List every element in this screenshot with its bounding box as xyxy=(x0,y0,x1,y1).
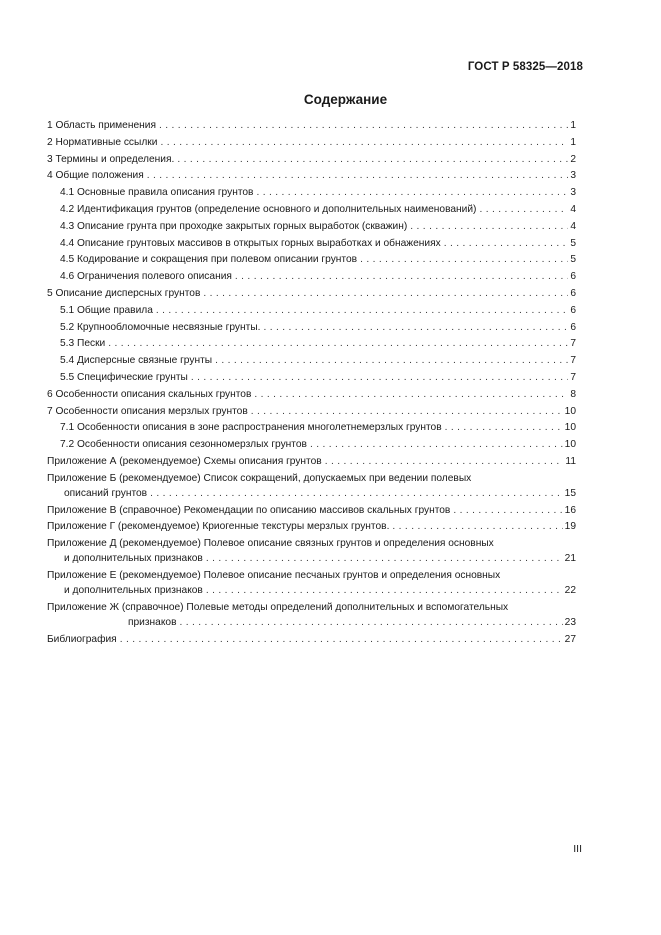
toc-entry-page: 7 xyxy=(570,355,576,367)
toc-entry[interactable] xyxy=(47,600,576,615)
toc-entry[interactable] xyxy=(47,420,576,437)
toc-entry-title: 4 Общие положения xyxy=(47,170,144,182)
toc-leader-dots xyxy=(177,152,568,169)
toc-leader-dots xyxy=(445,420,563,437)
toc-entry[interactable] xyxy=(47,519,576,536)
toc-entry-page: 10 xyxy=(564,439,576,451)
toc-entry-page: 3 xyxy=(570,170,576,182)
toc-leader-dots xyxy=(191,370,569,387)
toc-entry-page: 1 xyxy=(570,136,576,148)
toc-entry-title: 6 Особенности описания скальных грунтов xyxy=(47,388,252,400)
toc-entry-page: 6 xyxy=(570,271,576,283)
toc-entry[interactable] xyxy=(47,269,576,286)
toc-entry[interactable] xyxy=(47,471,576,486)
toc-entry[interactable] xyxy=(47,202,576,219)
toc-leader-dots xyxy=(235,269,568,286)
toc-entry[interactable] xyxy=(47,437,576,454)
toc-entry-title: 2 Нормативные ссылки xyxy=(47,136,158,148)
page-number: III xyxy=(573,843,582,855)
toc-entry-page: 22 xyxy=(564,584,576,596)
toc-leader-dots xyxy=(410,219,568,236)
toc-entry-title: 5.1 Общие правила xyxy=(60,304,153,316)
toc-entry-title: 7 Особенности описания мерзлых грунтов xyxy=(47,405,248,417)
toc-entry[interactable] xyxy=(47,536,576,551)
toc-entry[interactable] xyxy=(47,404,576,421)
toc-entry-title: 7.2 Особенности описания сезонномерзлых грунтов xyxy=(60,439,307,451)
toc-entry[interactable] xyxy=(47,252,576,269)
toc-entry-page: 6 xyxy=(570,304,576,316)
toc-entry-page: 6 xyxy=(570,287,576,299)
toc-entry-page: 3 xyxy=(570,187,576,199)
toc-entry-title: 4.1 Основные правила описания грунтов xyxy=(60,187,254,199)
toc-entry-title-continued: описаний грунтов xyxy=(64,487,148,499)
toc-entry-title: 4.5 Кодирование и сокращения при полевом описании грунтов xyxy=(60,254,358,266)
toc-entry[interactable] xyxy=(47,168,576,185)
toc-entry-title: Приложение Ж (справочное) Полевые методы определений дополнительных и вспомогательных xyxy=(47,601,509,613)
toc-entry[interactable] xyxy=(47,135,576,152)
toc-entry-title: 1 Область применения xyxy=(47,120,156,131)
toc-entry-page: 1 xyxy=(570,120,576,131)
toc-entry-title: Приложение В (справочное) Рекомендации по описанию массивов скальных грунтов xyxy=(47,504,451,516)
toc-leader-dots xyxy=(147,168,569,185)
toc-entry[interactable] xyxy=(47,118,576,135)
toc-leader-dots xyxy=(215,353,568,370)
toc-entry-title: Приложение Е (рекомендуемое) Полевое описание песчаных грунтов и определения основных xyxy=(47,569,501,581)
toc-entry-title: Приложение Г (рекомендуемое) Криогенные текстуры мерзлых грунтов. xyxy=(47,521,390,533)
toc-entry-title: 4.2 Идентификация грунтов (определение основного и дополнительных наименований) xyxy=(60,203,477,215)
toc-entry-title-continued: и дополнительных признаков xyxy=(64,584,203,596)
toc-entry-page: 23 xyxy=(564,616,576,628)
toc-entry[interactable] xyxy=(47,320,576,337)
toc-leader-dots xyxy=(310,437,563,454)
toc-entry-page: 7 xyxy=(570,338,576,350)
toc-entry-title: 5.3 Пески xyxy=(60,338,106,350)
toc-entry-title: 4.6 Ограничения полевого описания xyxy=(60,271,232,283)
toc-leader-dots xyxy=(160,135,568,152)
toc-entry-page: 8 xyxy=(570,388,576,400)
toc-entry-page: 15 xyxy=(564,487,576,499)
toc-entry-title: 5.5 Специфические грунты xyxy=(60,371,188,383)
toc-title: Содержание xyxy=(303,92,388,107)
toc-entry-title: 3 Термины и определения. xyxy=(47,153,175,165)
toc-entry[interactable] xyxy=(47,454,576,471)
toc-leader-dots xyxy=(156,303,568,320)
toc-leader-dots xyxy=(254,387,568,404)
toc-entry-title: 5 Описание дисперсных грунтов xyxy=(47,287,201,299)
toc-entry[interactable] xyxy=(47,336,576,353)
toc-entry-page: 19 xyxy=(564,521,576,533)
toc-entry[interactable] xyxy=(47,353,576,370)
toc-entry-page: 16 xyxy=(564,504,576,516)
toc-entry[interactable] xyxy=(47,568,576,583)
toc-leader-dots xyxy=(108,336,568,353)
toc-leader-dots xyxy=(180,615,563,632)
toc-entry-title: Библиография xyxy=(47,633,117,645)
toc-entry-page: 2 xyxy=(570,153,576,165)
toc-entry-title: 4.3 Описание грунта при проходке закрытых горных выработок (скважин) xyxy=(60,220,408,232)
toc-leader-dots xyxy=(263,320,568,337)
table-of-contents xyxy=(47,118,576,648)
toc-entry[interactable] xyxy=(47,219,576,236)
toc-entry[interactable] xyxy=(47,152,576,169)
toc-entry-title: Приложение Д (рекомендуемое) Полевое описание связных грунтов и определения основных xyxy=(47,538,494,550)
toc-entry-title: 5.4 Дисперсные связные грунты xyxy=(60,355,213,367)
toc-leader-dots xyxy=(251,404,563,421)
toc-entry[interactable] xyxy=(47,236,576,253)
toc-entry-page: 21 xyxy=(564,553,576,565)
toc-entry-continuation[interactable] xyxy=(47,486,576,503)
toc-leader-dots xyxy=(360,252,568,269)
toc-entry-page: 5 xyxy=(570,237,576,249)
toc-entry-title-continued: признаков xyxy=(128,616,177,628)
toc-leader-dots xyxy=(479,202,568,219)
toc-leader-dots xyxy=(120,632,563,649)
toc-entry-page: 10 xyxy=(564,405,576,417)
document-code: ГОСТ Р 58325—2018 xyxy=(467,61,583,73)
toc-entry-title: 4.4 Описание грунтовых массивов в открытых горных выработках и обнажениях xyxy=(60,237,441,249)
toc-entry[interactable] xyxy=(47,303,576,320)
toc-leader-dots xyxy=(453,503,562,520)
toc-leader-dots xyxy=(206,583,563,600)
toc-leader-dots xyxy=(159,118,568,135)
toc-entry-page: 5 xyxy=(570,254,576,266)
toc-entry-title: 5.2 Крупнообломочные несвязные грунты. xyxy=(60,321,261,333)
toc-leader-dots xyxy=(392,519,562,536)
toc-entry[interactable] xyxy=(47,286,576,303)
toc-leader-dots xyxy=(206,551,563,568)
toc-entry-title-continued: и дополнительных признаков xyxy=(64,553,203,565)
toc-entry-continuation[interactable] xyxy=(47,615,576,632)
toc-entry[interactable] xyxy=(47,370,576,387)
toc-leader-dots xyxy=(444,236,569,253)
toc-entry-title: Приложение А (рекомендуемое) Схемы описания грунтов xyxy=(47,455,322,467)
toc-entry-page: 11 xyxy=(565,455,576,467)
toc-entry-continuation[interactable] xyxy=(47,551,576,568)
toc-entry-page: 4 xyxy=(570,203,576,215)
toc-entry-page: 10 xyxy=(564,422,576,434)
toc-entry[interactable] xyxy=(47,632,576,649)
toc-leader-dots xyxy=(150,486,563,503)
toc-entry-page: 7 xyxy=(570,371,576,383)
toc-entry-page: 4 xyxy=(570,220,576,232)
toc-entry-continuation[interactable] xyxy=(47,583,576,600)
toc-leader-dots xyxy=(203,286,568,303)
toc-entry[interactable] xyxy=(47,185,576,202)
toc-entry-page: 27 xyxy=(564,633,576,645)
toc-leader-dots xyxy=(325,454,564,471)
toc-entry-page: 6 xyxy=(570,321,576,333)
toc-entry-title: 7.1 Особенности описания в зоне распространения многолетнемерзлых грунтов xyxy=(60,422,442,434)
toc-entry[interactable] xyxy=(47,503,576,520)
toc-entry[interactable] xyxy=(47,387,576,404)
toc-entry-title: Приложение Б (рекомендуемое) Список сокращений, допускаемых при ведении полевых xyxy=(47,472,472,484)
toc-leader-dots xyxy=(256,185,568,202)
